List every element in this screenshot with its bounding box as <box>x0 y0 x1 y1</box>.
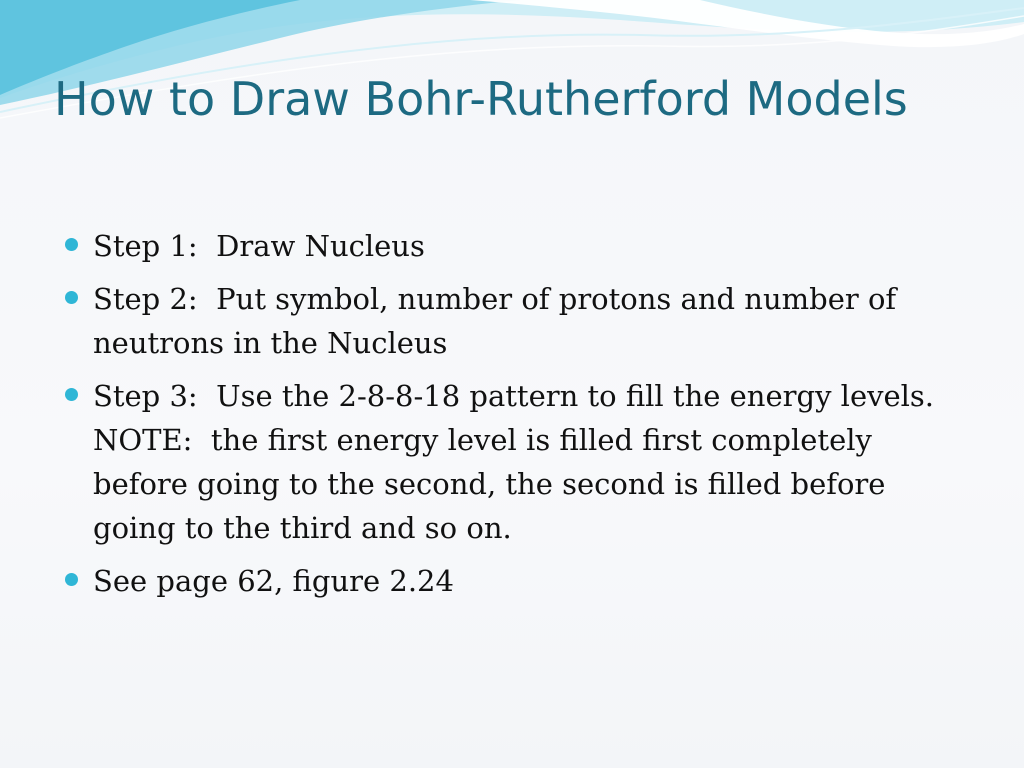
bullet-icon <box>65 238 78 251</box>
bullet-item-step-2 <box>62 277 962 365</box>
bullet-item-step-3 <box>62 374 962 550</box>
bullet-icon <box>65 573 78 586</box>
slide-title: How to Draw Bohr-Rutherford Models <box>54 72 908 126</box>
bullet-item-see-page <box>62 559 962 603</box>
bullet-text: Step 2: Put symbol, number of protons and number of neutrons in the Nucleus <box>93 282 906 360</box>
bullet-icon <box>65 291 78 304</box>
bullet-list <box>62 224 962 612</box>
bullet-text: See page 62, figure 2.24 <box>93 564 454 598</box>
bullet-icon <box>65 388 78 401</box>
bullet-text: Step 1: Draw Nucleus <box>93 229 425 263</box>
bullet-item-step-1 <box>62 224 962 268</box>
bullet-text: Step 3: Use the 2-8-8-18 pattern to fill the energy levels. NOTE: the first energy level is filled first completely before going to the second, the second is filled before going to the third and so on. <box>93 379 953 545</box>
